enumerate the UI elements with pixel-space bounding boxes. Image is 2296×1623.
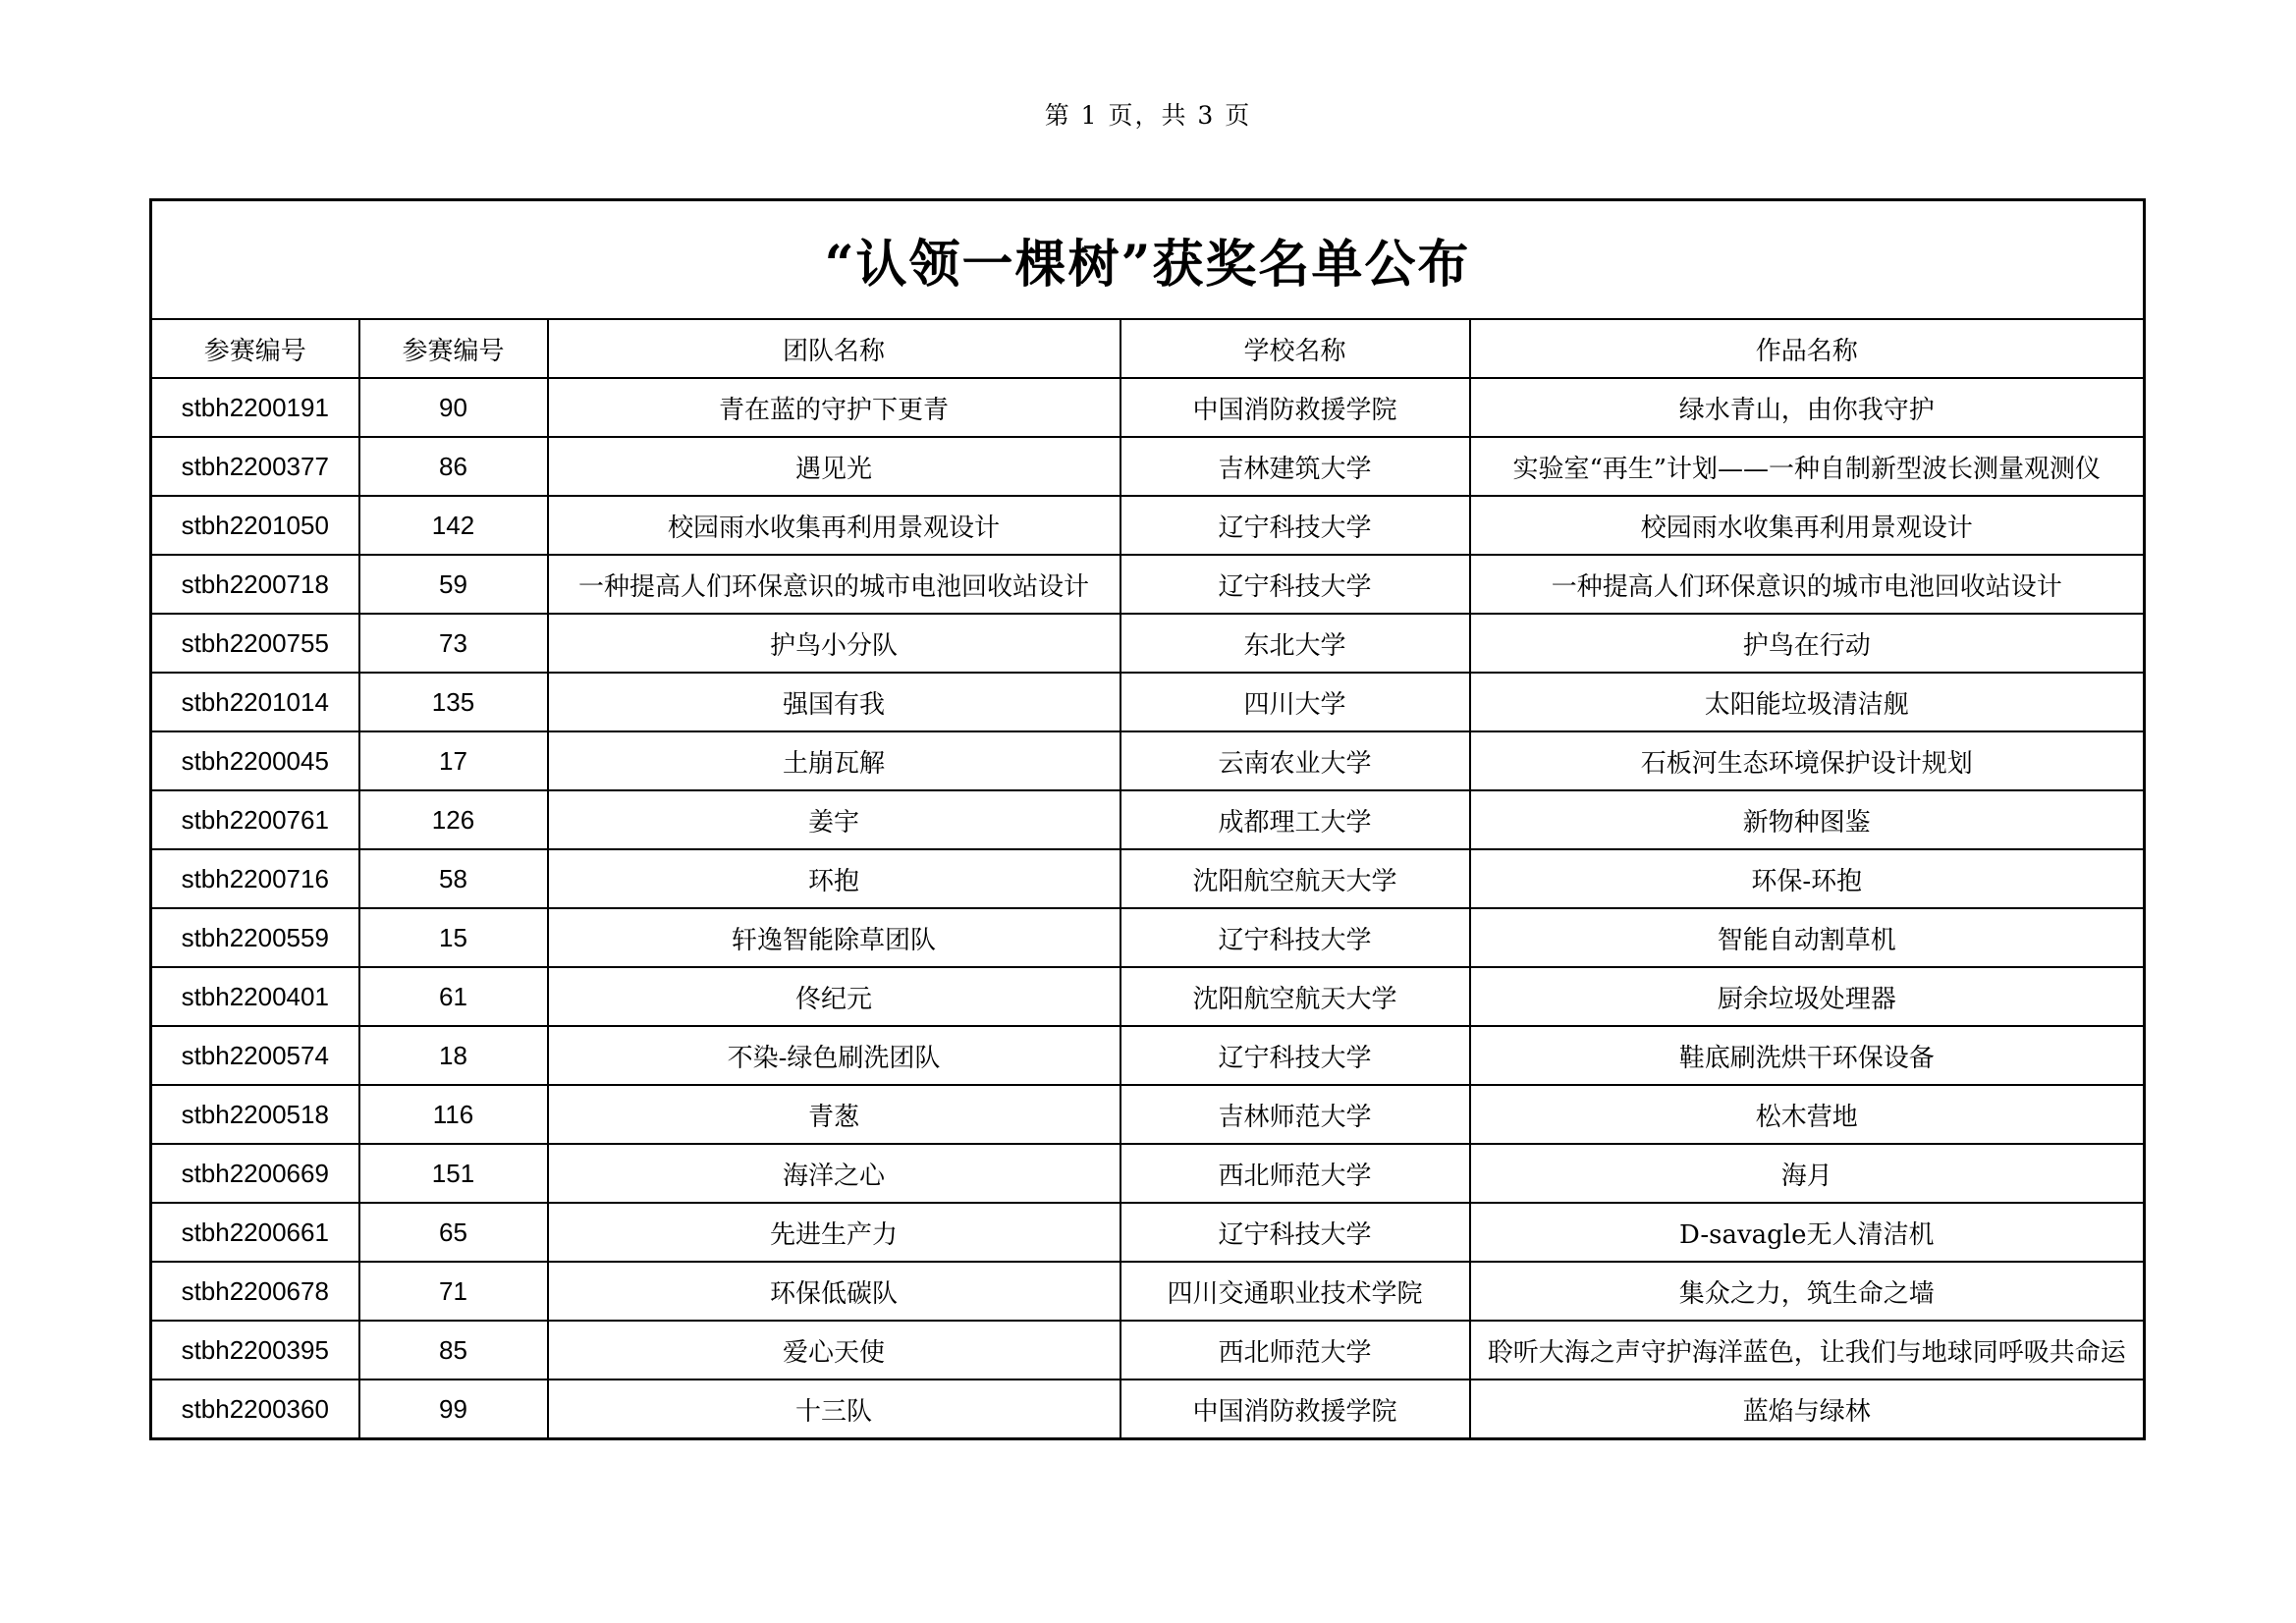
table-row	[151, 1144, 2145, 1203]
entry-id-cell: stbh2200716	[151, 849, 359, 908]
column-header-team-name: 团队名称	[548, 319, 1121, 378]
entry-id-cell: stbh2200377	[151, 437, 359, 496]
work-name-cell: 绿水青山，由你我守护	[1470, 378, 2145, 437]
table-title: “认领一棵树”获奖名单公布	[151, 200, 2145, 320]
team-name-cell: 十三队	[548, 1380, 1121, 1439]
school-name-cell: 辽宁科技大学	[1121, 555, 1470, 614]
column-header-work-name: 作品名称	[1470, 319, 2145, 378]
entry-id-cell: stbh2200761	[151, 790, 359, 849]
table-row	[151, 1085, 2145, 1144]
school-name-cell: 成都理工大学	[1121, 790, 1470, 849]
entry-number-cell: 58	[359, 849, 548, 908]
entry-number-cell: 86	[359, 437, 548, 496]
school-name-cell: 辽宁科技大学	[1121, 1026, 1470, 1085]
work-name-cell: 石板河生态环境保护设计规划	[1470, 731, 2145, 790]
team-name-cell: 护鸟小分队	[548, 614, 1121, 673]
entry-number-cell: 71	[359, 1262, 548, 1321]
title-row	[151, 200, 2145, 320]
entry-number-cell: 126	[359, 790, 548, 849]
school-name-cell: 东北大学	[1121, 614, 1470, 673]
school-name-cell: 辽宁科技大学	[1121, 496, 1470, 555]
table-row	[151, 849, 2145, 908]
entry-id-cell: stbh2200755	[151, 614, 359, 673]
entry-number-cell: 85	[359, 1321, 548, 1380]
table-row	[151, 614, 2145, 673]
school-name-cell: 吉林建筑大学	[1121, 437, 1470, 496]
work-name-cell: 聆听大海之声守护海洋蓝色，让我们与地球同呼吸共命运	[1470, 1321, 2145, 1380]
entry-id-cell: stbh2200669	[151, 1144, 359, 1203]
entry-id-cell: stbh2201050	[151, 496, 359, 555]
school-name-cell: 沈阳航空航天大学	[1121, 967, 1470, 1026]
table-row	[151, 1203, 2145, 1262]
work-name-cell: D-savagle无人清洁机	[1470, 1203, 2145, 1262]
entry-id-cell: stbh2200360	[151, 1380, 359, 1439]
entry-id-cell: stbh2200661	[151, 1203, 359, 1262]
entry-number-cell: 151	[359, 1144, 548, 1203]
school-name-cell: 云南农业大学	[1121, 731, 1470, 790]
entry-number-cell: 18	[359, 1026, 548, 1085]
entry-id-cell: stbh2200395	[151, 1321, 359, 1380]
school-name-cell: 西北师范大学	[1121, 1144, 1470, 1203]
table-row	[151, 555, 2145, 614]
table-row	[151, 1321, 2145, 1380]
team-name-cell: 环抱	[548, 849, 1121, 908]
team-name-cell: 姜宇	[548, 790, 1121, 849]
entry-number-cell: 142	[359, 496, 548, 555]
table-row	[151, 496, 2145, 555]
work-name-cell: 集众之力，筑生命之墙	[1470, 1262, 2145, 1321]
award-list-table	[149, 198, 2146, 1440]
team-name-cell: 一种提高人们环保意识的城市电池回收站设计	[548, 555, 1121, 614]
table-row	[151, 790, 2145, 849]
team-name-cell: 海洋之心	[548, 1144, 1121, 1203]
team-name-cell: 先进生产力	[548, 1203, 1121, 1262]
entry-number-cell: 65	[359, 1203, 548, 1262]
work-name-cell: 环保-环抱	[1470, 849, 2145, 908]
school-name-cell: 中国消防救援学院	[1121, 1380, 1470, 1439]
work-name-cell: 智能自动割草机	[1470, 908, 2145, 967]
work-name-cell: 一种提高人们环保意识的城市电池回收站设计	[1470, 555, 2145, 614]
team-name-cell: 遇见光	[548, 437, 1121, 496]
entry-number-cell: 15	[359, 908, 548, 967]
entry-id-cell: stbh2200401	[151, 967, 359, 1026]
team-name-cell: 爱心天使	[548, 1321, 1121, 1380]
header-row	[151, 319, 2145, 378]
entry-number-cell: 90	[359, 378, 548, 437]
table-row	[151, 673, 2145, 731]
team-name-cell: 青在蓝的守护下更青	[548, 378, 1121, 437]
table-row	[151, 1262, 2145, 1321]
entry-number-cell: 116	[359, 1085, 548, 1144]
work-name-cell: 鞋底刷洗烘干环保设备	[1470, 1026, 2145, 1085]
team-name-cell: 佟纪元	[548, 967, 1121, 1026]
entry-number-cell: 61	[359, 967, 548, 1026]
entry-id-cell: stbh2200191	[151, 378, 359, 437]
entry-id-cell: stbh2200559	[151, 908, 359, 967]
page-number-header: 第 1 页，共 3 页	[1044, 101, 1252, 130]
school-name-cell: 辽宁科技大学	[1121, 1203, 1470, 1262]
school-name-cell: 四川交通职业技术学院	[1121, 1262, 1470, 1321]
table-row	[151, 437, 2145, 496]
team-name-cell: 不染-绿色刷洗团队	[548, 1026, 1121, 1085]
entry-number-cell: 135	[359, 673, 548, 731]
table-body	[151, 200, 2145, 1439]
table-row	[151, 378, 2145, 437]
school-name-cell: 中国消防救援学院	[1121, 378, 1470, 437]
table-row	[151, 908, 2145, 967]
entry-id-cell: stbh2200678	[151, 1262, 359, 1321]
work-name-cell: 太阳能垃圾清洁舰	[1470, 673, 2145, 731]
school-name-cell: 辽宁科技大学	[1121, 908, 1470, 967]
school-name-cell: 四川大学	[1121, 673, 1470, 731]
work-name-cell: 新物种图鉴	[1470, 790, 2145, 849]
school-name-cell: 沈阳航空航天大学	[1121, 849, 1470, 908]
work-name-cell: 护鸟在行动	[1470, 614, 2145, 673]
column-header-entry-id: 参赛编号	[151, 319, 359, 378]
column-header-school-name: 学校名称	[1121, 319, 1470, 378]
entry-id-cell: stbh2200518	[151, 1085, 359, 1144]
entry-number-cell: 59	[359, 555, 548, 614]
column-header-entry-number: 参赛编号	[359, 319, 548, 378]
work-name-cell: 蓝焰与绿林	[1470, 1380, 2145, 1439]
school-name-cell: 西北师范大学	[1121, 1321, 1470, 1380]
table-row	[151, 1380, 2145, 1439]
team-name-cell: 轩逸智能除草团队	[548, 908, 1121, 967]
work-name-cell: 厨余垃圾处理器	[1470, 967, 2145, 1026]
entry-id-cell: stbh2201014	[151, 673, 359, 731]
work-name-cell: 实验室“再生”计划——一种自制新型波长测量观测仪	[1470, 437, 2145, 496]
work-name-cell: 海月	[1470, 1144, 2145, 1203]
team-name-cell: 强国有我	[548, 673, 1121, 731]
entry-id-cell: stbh2200045	[151, 731, 359, 790]
entry-id-cell: stbh2200718	[151, 555, 359, 614]
entry-number-cell: 17	[359, 731, 548, 790]
table-row	[151, 731, 2145, 790]
team-name-cell: 青葱	[548, 1085, 1121, 1144]
work-name-cell: 校园雨水收集再利用景观设计	[1470, 496, 2145, 555]
team-name-cell: 环保低碳队	[548, 1262, 1121, 1321]
table-row	[151, 967, 2145, 1026]
entry-number-cell: 73	[359, 614, 548, 673]
school-name-cell: 吉林师范大学	[1121, 1085, 1470, 1144]
team-name-cell: 土崩瓦解	[548, 731, 1121, 790]
team-name-cell: 校园雨水收集再利用景观设计	[548, 496, 1121, 555]
table-row	[151, 1026, 2145, 1085]
entry-id-cell: stbh2200574	[151, 1026, 359, 1085]
work-name-cell: 松木营地	[1470, 1085, 2145, 1144]
entry-number-cell: 99	[359, 1380, 548, 1439]
